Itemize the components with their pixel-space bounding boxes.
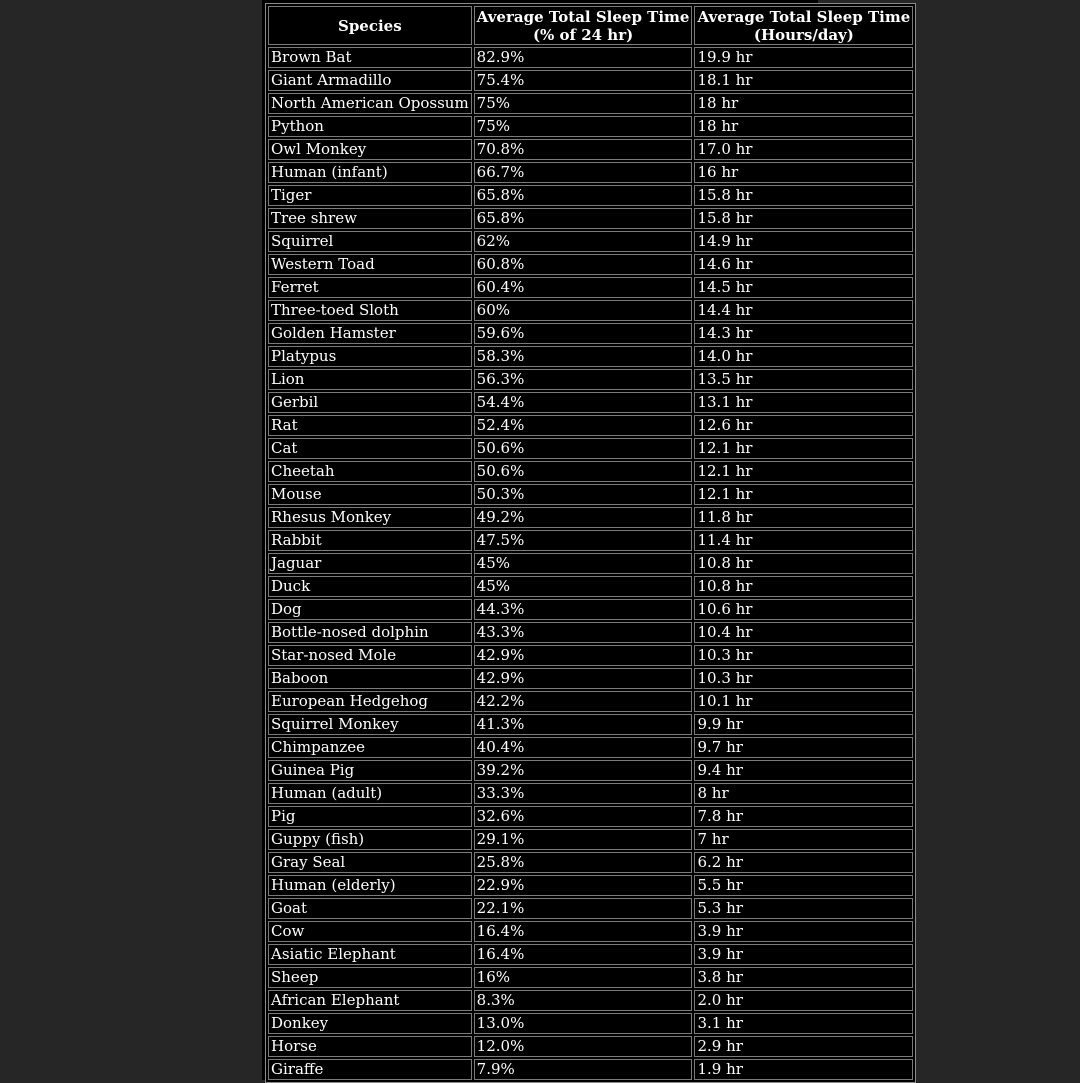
percent-cell: 56.3% (474, 369, 693, 390)
table-row (268, 231, 913, 252)
species-cell: Rat (268, 415, 472, 436)
percent-cell: 41.3% (474, 714, 693, 735)
species-cell: Gerbil (268, 392, 472, 413)
table-row (268, 668, 913, 689)
hours-cell: 18 hr (694, 116, 913, 137)
species-cell: Guinea Pig (268, 760, 472, 781)
hours-cell: 9.4 hr (694, 760, 913, 781)
hours-cell: 14.4 hr (694, 300, 913, 321)
percent-cell: 39.2% (474, 760, 693, 781)
table-row (268, 645, 913, 666)
species-cell: Goat (268, 898, 472, 919)
table-panel (262, 0, 911, 1080)
hours-cell: 3.9 hr (694, 944, 913, 965)
hours-cell: 10.8 hr (694, 553, 913, 574)
species-cell: Rhesus Monkey (268, 507, 472, 528)
table-row (268, 622, 913, 643)
table-row (268, 438, 913, 459)
hours-cell: 14.9 hr (694, 231, 913, 252)
hours-cell: 3.9 hr (694, 921, 913, 942)
percent-cell: 44.3% (474, 599, 693, 620)
percent-cell: 60% (474, 300, 693, 321)
table-row (268, 530, 913, 551)
table-row (268, 208, 913, 229)
table-row (268, 1013, 913, 1034)
species-cell: Tiger (268, 185, 472, 206)
hours-cell: 10.3 hr (694, 668, 913, 689)
species-cell: North American Opossum (268, 93, 472, 114)
species-cell: Human (infant) (268, 162, 472, 183)
species-cell: Giant Armadillo (268, 70, 472, 91)
table-row (268, 737, 913, 758)
species-cell: Human (elderly) (268, 875, 472, 896)
percent-cell: 13.0% (474, 1013, 693, 1034)
percent-cell: 60.8% (474, 254, 693, 275)
percent-cell: 45% (474, 553, 693, 574)
table-row (268, 990, 913, 1011)
table-row (268, 392, 913, 413)
hours-cell: 16 hr (694, 162, 913, 183)
species-cell: Donkey (268, 1013, 472, 1034)
table-row (268, 921, 913, 942)
species-cell: Bottle-nosed dolphin (268, 622, 472, 643)
species-cell: Horse (268, 1036, 472, 1057)
species-cell: Cow (268, 921, 472, 942)
percent-cell: 62% (474, 231, 693, 252)
hours-cell: 17.0 hr (694, 139, 913, 160)
percent-cell: 22.9% (474, 875, 693, 896)
hours-cell: 12.6 hr (694, 415, 913, 436)
table-row (268, 714, 913, 735)
species-cell: Cheetah (268, 461, 472, 482)
table-row (268, 323, 913, 344)
hours-cell: 11.4 hr (694, 530, 913, 551)
table-row (268, 576, 913, 597)
species-cell: Pig (268, 806, 472, 827)
percent-cell: 25.8% (474, 852, 693, 873)
percent-cell: 29.1% (474, 829, 693, 850)
hours-cell: 14.0 hr (694, 346, 913, 367)
percent-cell: 40.4% (474, 737, 693, 758)
hours-cell: 14.5 hr (694, 277, 913, 298)
percent-cell: 50.3% (474, 484, 693, 505)
table-row (268, 875, 913, 896)
hours-cell: 12.1 hr (694, 461, 913, 482)
percent-cell: 65.8% (474, 185, 693, 206)
percent-cell: 54.4% (474, 392, 693, 413)
table-row (268, 829, 913, 850)
hours-cell: 2.0 hr (694, 990, 913, 1011)
percent-cell: 49.2% (474, 507, 693, 528)
header-hours-line1: Average Total Sleep Time (697, 7, 911, 26)
hours-cell: 7.8 hr (694, 806, 913, 827)
table-row (268, 93, 913, 114)
hours-cell: 12.1 hr (694, 438, 913, 459)
hours-cell: 5.5 hr (694, 875, 913, 896)
header-percent (474, 6, 693, 45)
hours-cell: 18.1 hr (694, 70, 913, 91)
hours-cell: 19.9 hr (694, 47, 913, 68)
species-cell: Three-toed Sloth (268, 300, 472, 321)
species-cell: Gray Seal (268, 852, 472, 873)
table-row (268, 461, 913, 482)
species-cell: Mouse (268, 484, 472, 505)
species-cell: Giraffe (268, 1059, 472, 1080)
hours-cell: 12.1 hr (694, 484, 913, 505)
hours-cell: 18 hr (694, 93, 913, 114)
hours-cell: 13.5 hr (694, 369, 913, 390)
percent-cell: 75% (474, 116, 693, 137)
hours-cell: 3.8 hr (694, 967, 913, 988)
percent-cell: 16.4% (474, 944, 693, 965)
hours-cell: 10.4 hr (694, 622, 913, 643)
header-percent-line1: Average Total Sleep Time (476, 7, 690, 26)
percent-cell: 75% (474, 93, 693, 114)
species-cell: Human (adult) (268, 783, 472, 804)
hours-cell: 7 hr (694, 829, 913, 850)
percent-cell: 70.8% (474, 139, 693, 160)
table-row (268, 139, 913, 160)
table-row (268, 783, 913, 804)
percent-cell: 50.6% (474, 461, 693, 482)
species-cell: Duck (268, 576, 472, 597)
species-cell: Tree shrew (268, 208, 472, 229)
percent-cell: 82.9% (474, 47, 693, 68)
table-row (268, 967, 913, 988)
percent-cell: 12.0% (474, 1036, 693, 1057)
table-row (268, 300, 913, 321)
species-cell: Lion (268, 369, 472, 390)
sleep-time-table (265, 3, 916, 1083)
species-cell: Star-nosed Mole (268, 645, 472, 666)
species-cell: Cat (268, 438, 472, 459)
table-row (268, 369, 913, 390)
species-cell: Squirrel (268, 231, 472, 252)
percent-cell: 22.1% (474, 898, 693, 919)
percent-cell: 42.2% (474, 691, 693, 712)
table-row (268, 185, 913, 206)
species-cell: Owl Monkey (268, 139, 472, 160)
table-row (268, 1036, 913, 1057)
species-cell: Brown Bat (268, 47, 472, 68)
hours-cell: 11.8 hr (694, 507, 913, 528)
table-row (268, 277, 913, 298)
table-row (268, 70, 913, 91)
species-cell: Sheep (268, 967, 472, 988)
percent-cell: 16% (474, 967, 693, 988)
table-row (268, 760, 913, 781)
table-row (268, 944, 913, 965)
hours-cell: 10.1 hr (694, 691, 913, 712)
percent-cell: 32.6% (474, 806, 693, 827)
hours-cell: 10.3 hr (694, 645, 913, 666)
table-row (268, 898, 913, 919)
percent-cell: 59.6% (474, 323, 693, 344)
header-hours (694, 6, 913, 45)
species-cell: Golden Hamster (268, 323, 472, 344)
species-cell: Squirrel Monkey (268, 714, 472, 735)
table-row (268, 346, 913, 367)
table-row (268, 1059, 913, 1080)
header-hours-line2: (Hours/day) (753, 25, 854, 44)
hours-cell: 3.1 hr (694, 1013, 913, 1034)
percent-cell: 58.3% (474, 346, 693, 367)
percent-cell: 45% (474, 576, 693, 597)
hours-cell: 10.6 hr (694, 599, 913, 620)
table-row (268, 553, 913, 574)
table-row (268, 116, 913, 137)
percent-cell: 43.3% (474, 622, 693, 643)
percent-cell: 52.4% (474, 415, 693, 436)
percent-cell: 66.7% (474, 162, 693, 183)
species-cell: Python (268, 116, 472, 137)
hours-cell: 1.9 hr (694, 1059, 913, 1080)
hours-cell: 6.2 hr (694, 852, 913, 873)
percent-cell: 75.4% (474, 70, 693, 91)
percent-cell: 42.9% (474, 668, 693, 689)
species-cell: European Hedgehog (268, 691, 472, 712)
table-row (268, 254, 913, 275)
percent-cell: 7.9% (474, 1059, 693, 1080)
percent-cell: 47.5% (474, 530, 693, 551)
header-percent-line2: (% of 24 hr) (532, 25, 634, 44)
hours-cell: 9.9 hr (694, 714, 913, 735)
hours-cell: 5.3 hr (694, 898, 913, 919)
species-cell: Rabbit (268, 530, 472, 551)
species-cell: Asiatic Elephant (268, 944, 472, 965)
table-row (268, 852, 913, 873)
percent-cell: 33.3% (474, 783, 693, 804)
hours-cell: 10.8 hr (694, 576, 913, 597)
species-cell: Baboon (268, 668, 472, 689)
species-cell: Chimpanzee (268, 737, 472, 758)
header-row (268, 6, 913, 45)
percent-cell: 8.3% (474, 990, 693, 1011)
table-row (268, 47, 913, 68)
species-cell: Ferret (268, 277, 472, 298)
percent-cell: 60.4% (474, 277, 693, 298)
table-row (268, 484, 913, 505)
species-cell: African Elephant (268, 990, 472, 1011)
species-cell: Western Toad (268, 254, 472, 275)
hours-cell: 14.6 hr (694, 254, 913, 275)
hours-cell: 9.7 hr (694, 737, 913, 758)
table-row (268, 507, 913, 528)
species-cell: Guppy (fish) (268, 829, 472, 850)
hours-cell: 13.1 hr (694, 392, 913, 413)
percent-cell: 16.4% (474, 921, 693, 942)
hours-cell: 15.8 hr (694, 185, 913, 206)
hours-cell: 2.9 hr (694, 1036, 913, 1057)
header-species: Species (268, 6, 472, 45)
percent-cell: 65.8% (474, 208, 693, 229)
table-row (268, 415, 913, 436)
hours-cell: 15.8 hr (694, 208, 913, 229)
table-row (268, 599, 913, 620)
percent-cell: 42.9% (474, 645, 693, 666)
hours-cell: 8 hr (694, 783, 913, 804)
table-row (268, 806, 913, 827)
species-cell: Jaguar (268, 553, 472, 574)
hours-cell: 14.3 hr (694, 323, 913, 344)
species-cell: Dog (268, 599, 472, 620)
species-cell: Platypus (268, 346, 472, 367)
table-body (268, 47, 913, 1080)
table-row (268, 691, 913, 712)
table-row (268, 162, 913, 183)
percent-cell: 50.6% (474, 438, 693, 459)
